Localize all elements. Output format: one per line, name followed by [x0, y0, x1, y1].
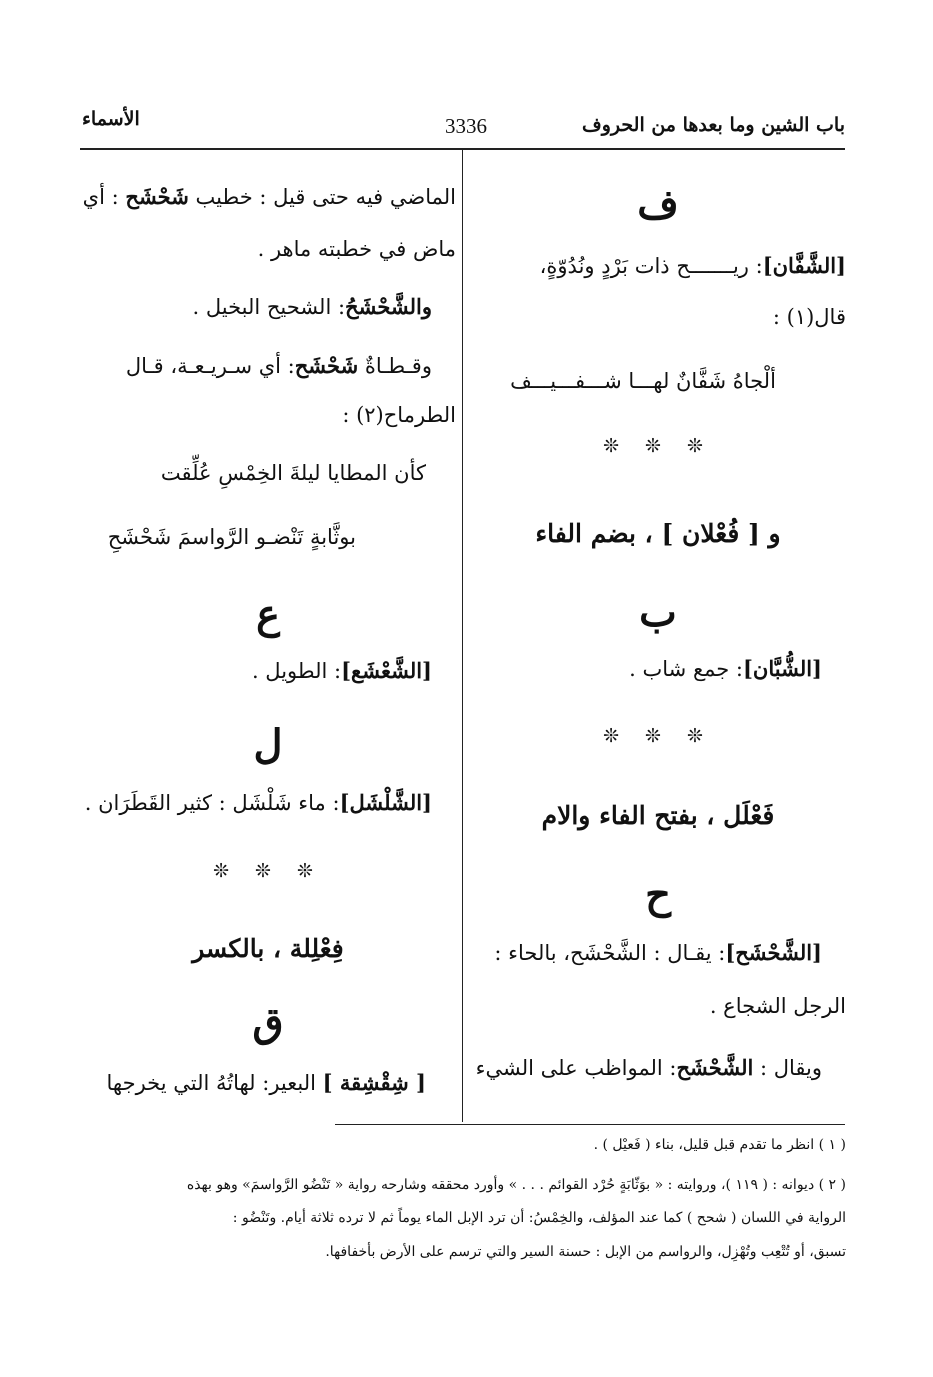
headword-shaffan: [الشَّفَّان]	[762, 253, 846, 278]
headword-qata: شَحْشَح	[294, 353, 359, 378]
separator-stars: ❊ ❊ ❊	[603, 725, 713, 747]
headword-shalshal: [الشَّلْشَل]	[339, 790, 432, 815]
footnote-1: ( ١ ) انظر ما تقدم قبل قليل، بناء ( فَعيْل ) .	[593, 1137, 846, 1153]
qal-line: قال(١) :	[772, 305, 846, 329]
def-shiqshiqa: البعير: لهاتُهُ التي يخرجها	[106, 1071, 316, 1095]
footnote-2-line-3: تسبق، أو تُتْعِب وتُهْزِل، والرواسم من الإبل : حسنة السير والتي ترسم على الأرض بأخفافها.	[325, 1244, 846, 1260]
separator-stars: ❊ ❊ ❊	[213, 860, 323, 882]
headword-shahshah-bakhil: والشَّحْشَحُ	[345, 294, 432, 319]
entry-shahshah-bakhil	[80, 294, 432, 320]
verse-shaffan: ألْجاهُ شَفَّانٌ لهـــا شـــفـــيـــف	[510, 369, 776, 393]
entry-shahshah	[470, 940, 822, 966]
letter-qaf: ق	[252, 999, 284, 1046]
headword-shahshah: [الشَّحْشَح]	[725, 940, 822, 965]
letter-lam: ل	[253, 721, 283, 768]
pattern-heading-fulan: و [ فُعْلان ] ، بضم الفاء	[535, 519, 781, 548]
column-divider	[462, 150, 463, 1122]
verse-hemistich-2: بوثَّابةٍ تَنْضـو الرَّواسمَ شَحْشَحِ	[107, 525, 356, 549]
headword-inline: شَحْشَح	[125, 184, 189, 209]
def-shaasha: : الطويل .	[251, 659, 342, 683]
headword-shahshah-inline: الشَّحْشَح	[676, 1055, 754, 1080]
def-shalshal: : ماء شَلْشَل : كثير القَطَرَان .	[84, 791, 340, 815]
def-shahshah: : يقـال : الشَّحْشَح، بالحاء :	[494, 941, 726, 965]
letter-ayn: ع	[256, 591, 280, 638]
def-shahshah-line3	[470, 1055, 822, 1081]
text-fragment: : المواظب على الشيء	[475, 1056, 677, 1080]
verse-hemistich-1: كأن المطايا ليلةَ الخِمْسِ عُلِّقت	[160, 461, 426, 485]
section-title: الأسماء	[82, 108, 140, 130]
letter-ba: ب	[639, 589, 677, 636]
headword-shubban: [الشُّبَّان]	[743, 656, 822, 681]
headword-shiqshiqa: [ شِقْشِقة ]	[322, 1070, 426, 1095]
footnote-2-line-1: ( ٢ ) ديوانه : ( ١١٩ )، وروايته : « بوَثّابَةٍ حُرْد القوائم . . . » وأورد محققه وشارحه رواية « تَنْضُو الرَّواسمَ» وهو بهذه	[186, 1177, 846, 1193]
def-shubban: : جمع شاب .	[629, 657, 743, 681]
entry-shubban	[470, 656, 822, 682]
letter-ha: ح	[645, 871, 671, 918]
page-header	[80, 106, 845, 146]
chapter-title: باب الشين وما بعدها من الحروف	[582, 114, 845, 136]
text-fragment: وقـطـاةٌ	[364, 354, 432, 378]
headword-shaasha: [الشَّعْشَع]	[341, 658, 432, 683]
separator-stars: ❊ ❊ ❊	[603, 435, 713, 457]
footnote-2-line-2: الرواية في اللسان ( شحح ) كما عند المؤلف، والخِمْسُ: أن ترد الإبل الماء يوماً ثم لا ترده ثلاثة أيام. وتَنْضُو :	[232, 1210, 846, 1226]
page-number: 3336	[445, 114, 487, 138]
entry-shaffan	[470, 253, 846, 279]
text-fragment: : أي	[82, 185, 119, 209]
pattern-heading-falal: فَعْلَل ، بفتح الفاء والام	[541, 801, 775, 830]
entry-shalshal	[80, 790, 432, 816]
text-fragment: : أي سـريـعـة، قـال	[125, 354, 295, 378]
qata-line-2: الطرماح(٢) :	[342, 403, 456, 427]
entry-qata	[80, 353, 432, 379]
continuation-line-1	[80, 184, 456, 210]
letter-fa: ف	[637, 181, 679, 228]
def-shaffan: : ريـــــــح ذات بَرْدٍ ونُدُوّةٍ،	[539, 254, 763, 278]
entry-shiqshiqa	[80, 1070, 426, 1096]
text-fragment: الماضي فيه حتى قيل : خطيب	[195, 185, 456, 209]
footnote-rule	[335, 1124, 845, 1125]
def-shahshah-bakhil: : الشحيح البخيل .	[192, 295, 346, 319]
text-fragment: ويقال :	[759, 1056, 822, 1080]
pattern-heading-filla: فِعْلِلة ، بالكسر	[192, 934, 344, 963]
continuation-line-2: ماض في خطبته ماهر .	[257, 237, 456, 261]
entry-shaasha	[80, 658, 432, 684]
def-shahshah-line2: الرجل الشجاع .	[709, 994, 846, 1018]
